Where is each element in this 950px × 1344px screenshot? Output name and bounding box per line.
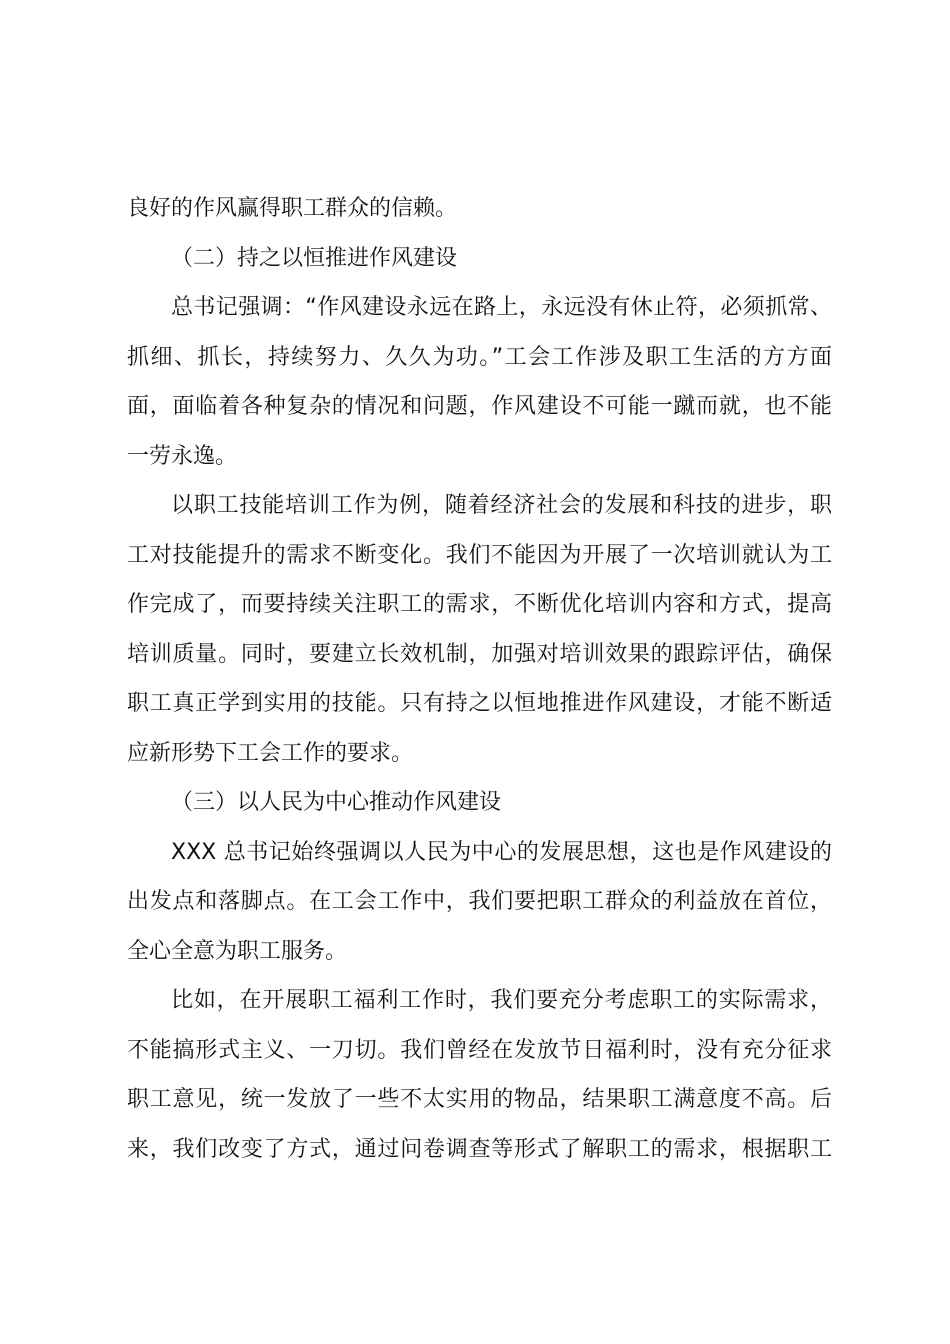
section-heading: （二）持之以恒推进作风建设 bbox=[171, 245, 458, 271]
body-line: 良好的作风赢得职工群众的信赖。 bbox=[127, 196, 458, 221]
body-line: 培训质量。同时，要建立长效机制，加强对培训效果的跟踪评估，确保 bbox=[127, 641, 832, 667]
body-line: 职工真正学到实用的技能。只有持之以恒地推进作风建设，才能不断适 bbox=[127, 691, 832, 716]
body-line: 来，我们改变了方式，通过问卷调查等形式了解职工的需求，根据职工 bbox=[127, 1136, 832, 1162]
body-line: 作完成了，而要持续关注职工的需求，不断优化培训内容和方式，提高 bbox=[127, 592, 832, 617]
body-line: 出发点和落脚点。在工会工作中，我们要把职工群众的利益放在首位， bbox=[127, 889, 832, 914]
body-line: 抓细、抓长，持续努力、久久为功。”工会工作涉及职工生活的方方面 bbox=[127, 344, 832, 370]
body-line: 以职工技能培训工作为例，随着经济社会的发展和科技的进步，职 bbox=[171, 493, 832, 518]
body-line: 不能搞形式主义、一刀切。我们曾经在发放节日福利时，没有充分征求 bbox=[127, 1037, 832, 1063]
section-heading: （三）以人民为中心推动作风建设 bbox=[171, 790, 502, 815]
body-line: 职工意见，统一发放了一些不太实用的物品，结果职工满意度不高。后 bbox=[127, 1087, 832, 1112]
body-line: 面，面临着各种复杂的情况和问题，作风建设不可能一蹴而就，也不能 bbox=[127, 394, 832, 419]
body-line: 一劳永逸。 bbox=[127, 443, 238, 469]
body-line: XXX 总书记始终强调以人民为中心的发展思想，这也是作风建设的 bbox=[171, 839, 832, 865]
document-body bbox=[127, 184, 832, 1174]
body-line: 比如，在开展职工福利工作时，我们要充分考虑职工的实际需求， bbox=[171, 988, 832, 1013]
body-line: 总书记强调：“作风建设永远在路上，永远没有休止符，必须抓常、 bbox=[171, 295, 832, 320]
body-line: 全心全意为职工服务。 bbox=[127, 938, 348, 964]
body-line: 应新形势下工会工作的要求。 bbox=[127, 740, 414, 766]
body-line: 工对技能提升的需求不断变化。我们不能因为开展了一次培训就认为工 bbox=[127, 542, 832, 568]
